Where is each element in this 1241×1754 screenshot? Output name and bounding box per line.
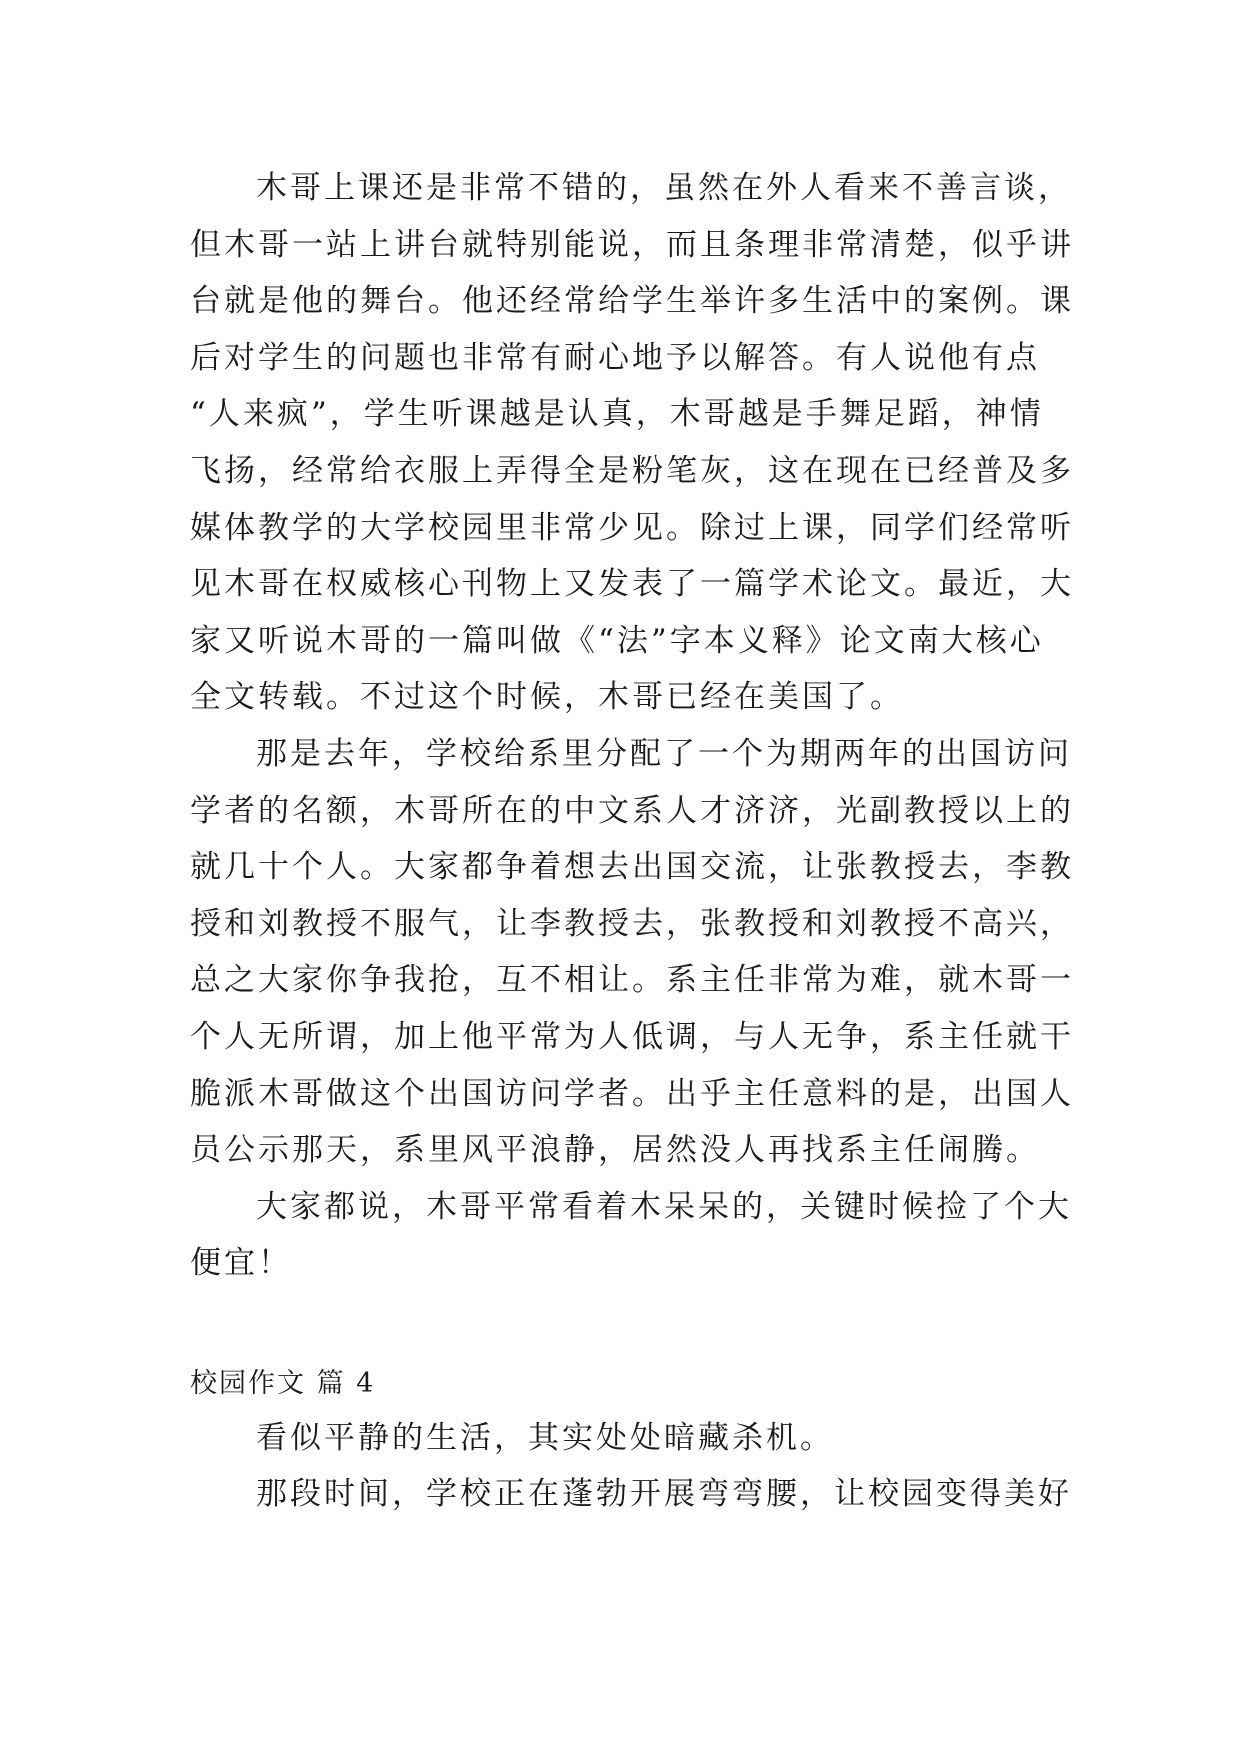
text-line: 但木哥一站上讲台就特别能说，而且条理非常清楚，似乎讲: [190, 226, 1074, 263]
text-line: 台就是他的舞台。他还经常给学生举许多生活中的案例。课: [190, 283, 1074, 320]
text-line: “人来疯”，学生听课越是认真，木哥越是手舞足蹈，神情: [190, 396, 1044, 433]
text-line: 全文转载。不过这个时候，木哥已经在美国了。: [190, 679, 904, 716]
paragraph: [190, 726, 1074, 1179]
text-line: 员公示那天，系里风平浪静，居然没人再找系主任闹腾。: [190, 1132, 1040, 1169]
text-line: 便宜！: [190, 1245, 292, 1282]
document-page: [190, 160, 1074, 1523]
text-line: 见木哥在权威核心刊物上又发表了一篇学术论文。最近，大: [190, 566, 1074, 603]
paragraph: [190, 160, 1074, 726]
paragraph: [190, 1179, 1070, 1292]
text-line: 学者的名额，木哥所在的中文系人才济济，光副教授以上的: [190, 792, 1074, 829]
text-line: 总之大家你争我抢，互不相让。系主任非常为难，就木哥一: [190, 962, 1074, 999]
text-line: 就几十个人。大家都争着想去出国交流，让张教授去，李教: [190, 849, 1074, 886]
paragraph: [190, 1410, 1070, 1467]
text-line: 媒体教学的大学校园里非常少见。除过上课，同学们经常听: [190, 509, 1074, 546]
text-line: 后对学生的问题也非常有耐心地予以解答。有人说他有点: [190, 339, 1040, 376]
text-line: 飞扬，经常给衣服上弄得全是粉笔灰，这在现在已经普及多: [190, 452, 1074, 489]
text-line: 木哥上课还是非常不错的，虽然在外人看来不善言谈，: [256, 170, 1072, 206]
section-heading: 校园作文 篇 4: [190, 1367, 376, 1399]
text-line: 脆派木哥做这个出国访问学者。出乎主任意料的是，出国人: [190, 1075, 1074, 1112]
text-line: 那是去年，学校给系里分配了一个为期两年的出国访问: [256, 735, 1072, 772]
text-line: 大家都说，木哥平常看着木呆呆的，关键时候捡了个大: [256, 1188, 1072, 1225]
section-gap: [190, 1292, 1070, 1358]
text-line: 那段时间，学校正在蓬勃开展弯弯腰，让校园变得美好: [256, 1476, 1072, 1513]
text-line: 授和刘教授不服气，让李教授去，张教授和刘教授不高兴，: [190, 905, 1074, 942]
text-line: 家又听说木哥的一篇叫做《“法”字本义释》论文南大核心: [190, 622, 1044, 659]
text-line: 看似平静的生活，其实处处暗藏杀机。: [256, 1419, 834, 1456]
paragraph: [190, 1466, 1070, 1523]
text-line: 个人无所谓，加上他平常为人低调，与人无争，系主任就干: [190, 1018, 1074, 1055]
